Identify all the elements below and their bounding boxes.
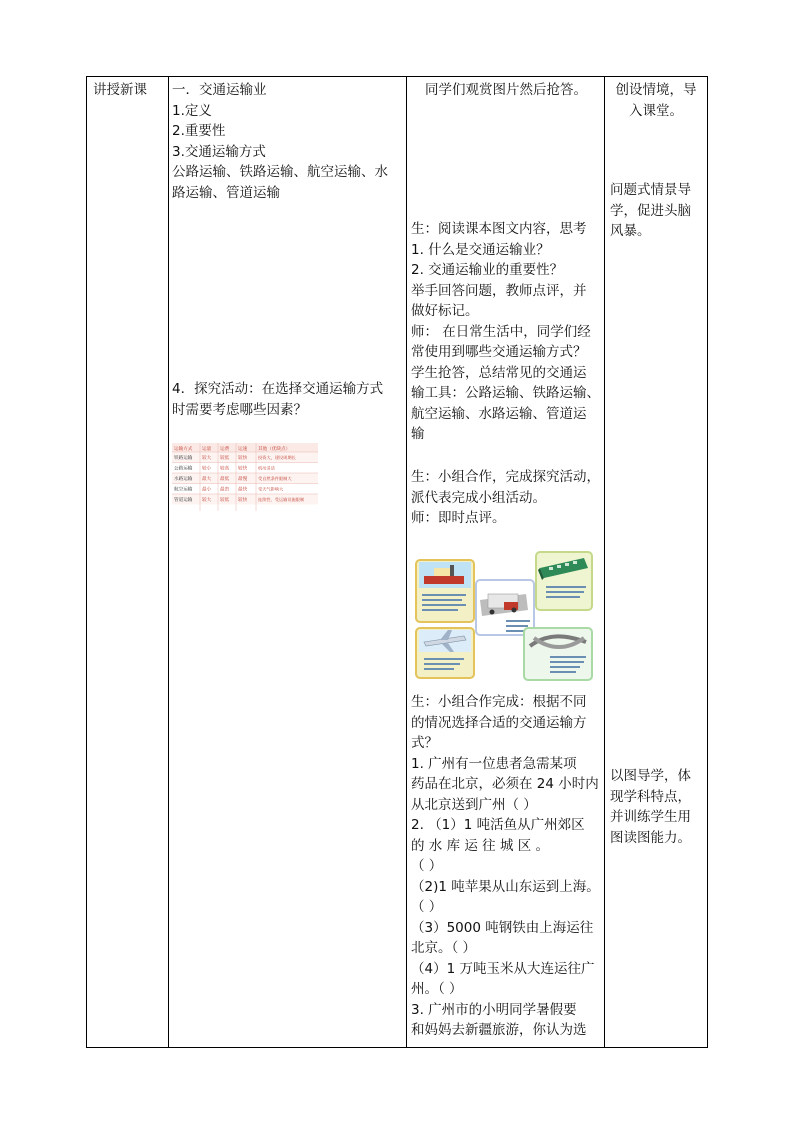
table-divider-3: [604, 76, 605, 1048]
text-line: 输工具：公路运输、铁路运输、: [411, 385, 600, 401]
comparison-table-svg: [172, 443, 318, 511]
outline-item-2: 2.重要性: [172, 123, 226, 139]
text-line: 创设情境，导: [615, 82, 697, 98]
text-line: 常使用到哪些交通运输方式？: [411, 344, 587, 360]
mini-table-cell: 较低: [220, 456, 230, 461]
mini-table-cell: 最慢: [238, 477, 248, 482]
mini-table-cell: 较大: [202, 456, 212, 461]
text-line: 的情况选择合适的交通运输方: [411, 714, 587, 731]
text-line: 2. （1）1 吨活鱼从广州郊区: [411, 817, 585, 833]
mini-table-cell: 连续性、受运输设施限制: [258, 497, 305, 502]
transport-modes-line-2: 路运输、管道运输: [172, 184, 280, 201]
mini-table-cell: 最贵: [220, 487, 230, 493]
text-line: 生：小组合作完成：根据不同: [411, 694, 587, 710]
outline-item-3: 3.交通运输方式: [172, 143, 266, 160]
text-line: （ ）: [411, 899, 443, 915]
mini-table-cell: 最大: [202, 477, 212, 482]
mini-table-cell: 铁路运输: [174, 456, 193, 461]
mini-table-header-cell: 运速: [238, 447, 248, 452]
text-line: 式？: [411, 735, 438, 751]
stage-label: 讲授新课: [93, 82, 147, 98]
text-line: 以图导学，体: [610, 768, 691, 784]
text-line: 问题式情景导: [610, 182, 691, 198]
text-line: 学，促进头脑: [610, 202, 691, 219]
text-line: 做好标记。: [411, 303, 479, 319]
activity-line-1: 4．探究活动：在选择交通运输方式: [172, 381, 384, 397]
table-top-border: [86, 76, 708, 77]
outline-item-1: 1.定义: [172, 102, 212, 119]
mini-table-cell: 航空运输: [174, 487, 193, 493]
student-activity-group: [411, 467, 601, 529]
ship-card: [416, 560, 474, 622]
mini-table-cell: 较快: [238, 466, 248, 472]
text-line: 生：小组合作，完成探究活动，: [411, 469, 600, 485]
student-activity-reading: [411, 219, 601, 445]
text-line: 3. 广州市的小明同学暑假要: [411, 1001, 577, 1018]
mini-table-cell: 最小: [202, 487, 212, 493]
text-line: 派代表完成小组活动。: [411, 489, 546, 506]
text-line: 的 水 库 运 往 城 区 。: [411, 837, 550, 854]
mini-table-header-cell: 运输方式: [174, 447, 193, 452]
text-line: 输: [411, 426, 425, 442]
text-line: 北京。（ ）: [411, 940, 477, 956]
mini-table-cell: 最低: [220, 477, 230, 482]
mini-table-cell: 较高: [220, 466, 230, 472]
airplane-card: [416, 628, 474, 678]
text-line: 生：阅读课本图文内容，思考: [411, 221, 587, 237]
design-intent-2: [610, 180, 702, 242]
text-line: （3）5000 吨钢铁由上海运往: [411, 919, 594, 936]
text-line: 2. 交通运输业的重要性？: [411, 262, 564, 278]
highway-card: [524, 628, 592, 680]
table-bottom-border: [86, 1047, 708, 1048]
mini-table-cell: 较快: [238, 456, 248, 461]
text-line: 入课堂。: [629, 102, 683, 119]
mini-table-header-cell: 运费: [220, 447, 230, 452]
section-title: 一．交通运输业: [172, 82, 267, 98]
truck-card: [476, 580, 534, 635]
mini-table-cell: 较快: [238, 498, 248, 503]
text-line: 从北京送到广州（ ）: [411, 796, 537, 813]
transport-comparison-table-image: [172, 443, 318, 511]
student-activity-intro: 同学们观赏图片然后抢答。: [425, 82, 587, 98]
mini-table-cell: 水路运输: [174, 477, 193, 482]
design-intent-1: [610, 80, 702, 121]
mini-table-cell: 受天气影响大: [258, 486, 284, 492]
mini-table-cell: 最快: [238, 487, 248, 493]
mini-table-cell: 投资大，建设周期长: [258, 455, 296, 460]
mini-table-cell: 机动灵活: [258, 465, 275, 471]
text-line: （ ）: [411, 858, 443, 874]
transport-illustration-svg: [414, 550, 594, 682]
text-line: 师：即时点评。: [411, 510, 506, 526]
mini-table-cell: 管道运输: [174, 498, 193, 503]
mini-table-cell: 较低: [220, 498, 230, 503]
text-line: 1. 广州有一位患者急需某项: [411, 755, 577, 772]
text-line: （4）1 万吨玉米从大连运往广: [411, 960, 595, 977]
mini-table-cell: 公路运输: [174, 466, 193, 472]
text-line: （2)1 吨苹果从山东运到上海。: [411, 878, 600, 895]
text-line: 和妈妈去新疆旅游，你认为选: [411, 1022, 587, 1038]
text-line: 药品在北京，必须在 24 小时内: [411, 776, 599, 792]
table-border-left: [86, 76, 87, 1048]
table-border-right: [707, 76, 708, 1048]
student-activity-exercise: [411, 692, 601, 1041]
text-line: 州。（ ）: [411, 981, 463, 997]
text-line: 举手回答问题，教师点评，并: [411, 282, 587, 299]
text-line: 图读图能力。: [610, 829, 691, 846]
train-card: [536, 552, 592, 610]
activity-question: [172, 379, 404, 420]
mini-table-cell: 较小: [202, 466, 212, 472]
transport-modes-line-1: 公路运输、铁路运输、航空运输、水: [172, 164, 388, 180]
text-line: 学生抢答，总结常见的交通运: [411, 364, 587, 381]
text-line: 航空运输、水路运输、管道运: [411, 405, 587, 422]
mini-table-cell: 较大: [202, 498, 212, 503]
text-line: 1. 什么是交通运输业？: [411, 241, 550, 258]
table-divider-2: [406, 76, 407, 1048]
text-line: 师： 在日常生活中，同学们经: [411, 323, 591, 340]
mini-table-header-cell: 运量: [202, 447, 212, 452]
design-intent-3: [610, 766, 702, 848]
activity-line-2: 时需要考虑哪些因素？: [172, 401, 307, 418]
mini-table-header-cell: 其他（优缺点）: [258, 447, 291, 452]
table-divider-1: [168, 76, 169, 1048]
content-outline: [172, 80, 404, 203]
text-line: 并训练学生用: [610, 809, 691, 825]
text-line: 现学科特点，: [610, 788, 691, 805]
transport-modes-illustration: [414, 550, 594, 682]
text-line: 风暴。: [610, 223, 651, 239]
mini-table-cell: 受自然条件限制大: [258, 476, 292, 481]
